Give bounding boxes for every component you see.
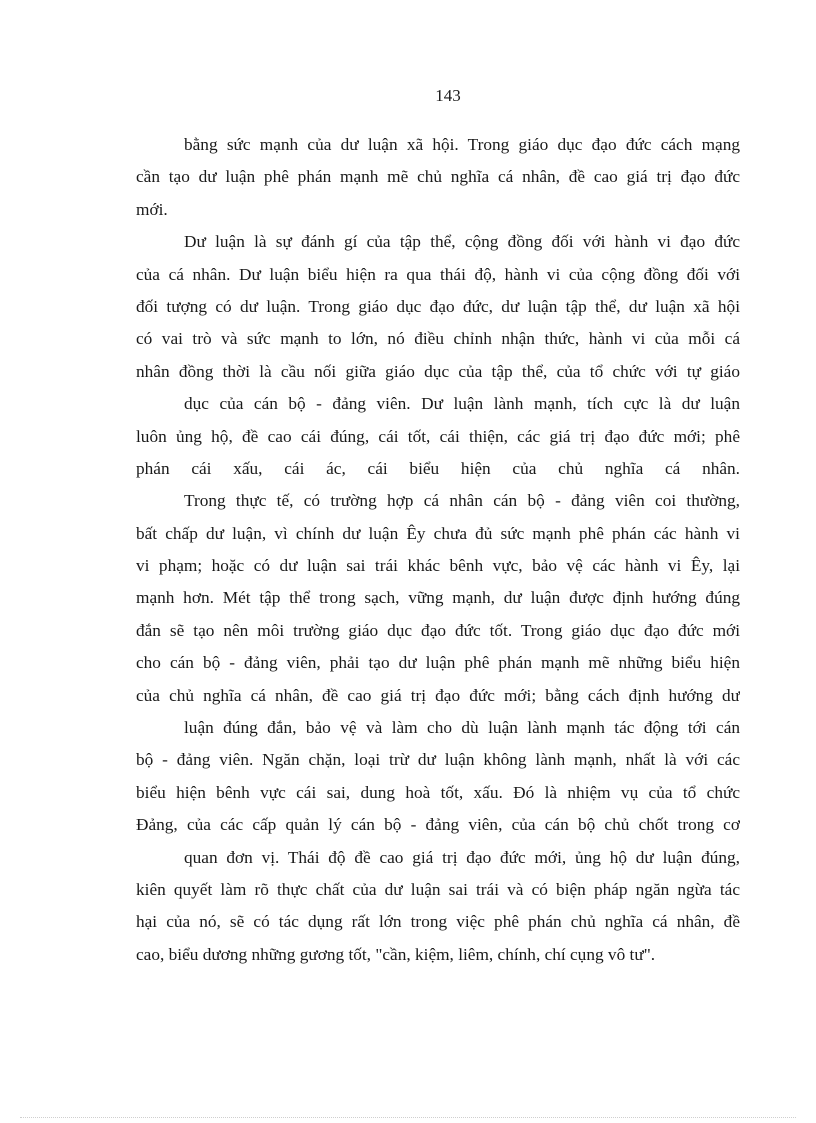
text-line: của cá nhân. Dư luận biểu hiện ra qua thái độ, hành vi của cộng đồng đối với <box>136 264 740 284</box>
page-number: 143 <box>435 86 461 105</box>
text-line: quan đơn vị. Thái độ đề cao giá trị đạo đức mới, ủng hộ dư luận đúng, <box>184 847 740 867</box>
text-line: bộ - đảng viên. Ngăn chặn, loại trừ dư luận không lành mạnh, nhất là với các <box>136 750 740 770</box>
text-line: đối tượng có dư luận. Trong giáo dục đạo đức, dư luận tập thể, dư luận xã hội <box>136 296 740 316</box>
text-line: dục của cán bộ - đảng viên. Dư luận lành mạnh, tích cực là dư luận <box>184 394 740 414</box>
text-line: Trong thực tế, có trường hợp cá nhân cán bộ - đảng viên coi thường, <box>184 491 740 511</box>
text-line: Đảng, của các cấp quản lý cán bộ - đảng viên, của cán bộ chủ chốt trong cơ <box>136 815 740 835</box>
text-line: kiên quyết làm rõ thực chất của dư luận sai trái và có biện pháp ngăn ngừa tác <box>136 879 740 899</box>
text-line: bất chấp dư luận, vì chính dư luận Êy chưa đủ sức mạnh phê phán các hành vi <box>136 523 740 543</box>
text-line: luôn ủng hộ, đề cao cái đúng, cái tốt, cái thiện, các giá trị đạo đức mới; phê <box>136 426 740 446</box>
text-line: hại của nó, sẽ có tác dụng rất lớn trong việc phê phán chủ nghĩa cá nhân, đề <box>136 912 740 932</box>
text-line: mạnh hơn. Mét tập thể trong sạch, vững mạnh, dư luận được định hướng đúng <box>136 588 740 608</box>
text-line: đắn sẽ tạo nên môi trường giáo dục đạo đức tốt. Trong giáo dục đạo đức mới <box>136 620 740 640</box>
text-line: nhân đồng thời là cầu nối giữa giáo dục của tập thể, của tổ chức với tự giáo <box>136 361 740 381</box>
text-line: luận đúng đắn, bảo vệ và làm cho dù luận lành mạnh tác động tới cán <box>184 718 740 738</box>
text-line: cho cán bộ - đảng viên, phải tạo dư luận phê phán mạnh mẽ những biểu hiện <box>136 653 740 673</box>
text-line: cần tạo dư luận phê phán mạnh mẽ chủ nghĩa cá nhân, đề cao giá trị đạo đức <box>136 167 740 187</box>
text-line: biểu hiện bênh vực cái sai, dung hoà tốt, xấu. Đó là nhiệm vụ của tổ chức <box>136 782 740 802</box>
text-line: mới. <box>136 199 168 219</box>
text-line: vi phạm; hoặc có dư luận sai trái khác bênh vực, bảo vệ các hành vi Êy, lại <box>136 556 740 576</box>
text-line: cao, biểu dương những gương tốt, "cần, kiệm, liêm, chính, chí cụng vô tư". <box>136 944 656 964</box>
text-line: có vai trò và sức mạnh to lớn, nó điều chỉnh nhận thức, hành vi của mỗi cá <box>136 329 740 349</box>
document-body <box>136 129 740 971</box>
text-line: Dư luận là sự đánh gí của tập thể, cộng đồng đối với hành vi đạo đức <box>184 232 740 252</box>
page-bottom-divider <box>20 1117 796 1118</box>
text-line: của chủ nghĩa cá nhân, đề cao giá trị đạo đức mới; bằng cách định hướng dư <box>136 685 740 705</box>
text-line: phán cái xấu, cái ác, cái biểu hiện của chủ nghĩa cá nhân. <box>136 458 740 478</box>
text-line: bằng sức mạnh của dư luận xã hội. Trong giáo dục đạo đức cách mạng <box>184 135 740 154</box>
